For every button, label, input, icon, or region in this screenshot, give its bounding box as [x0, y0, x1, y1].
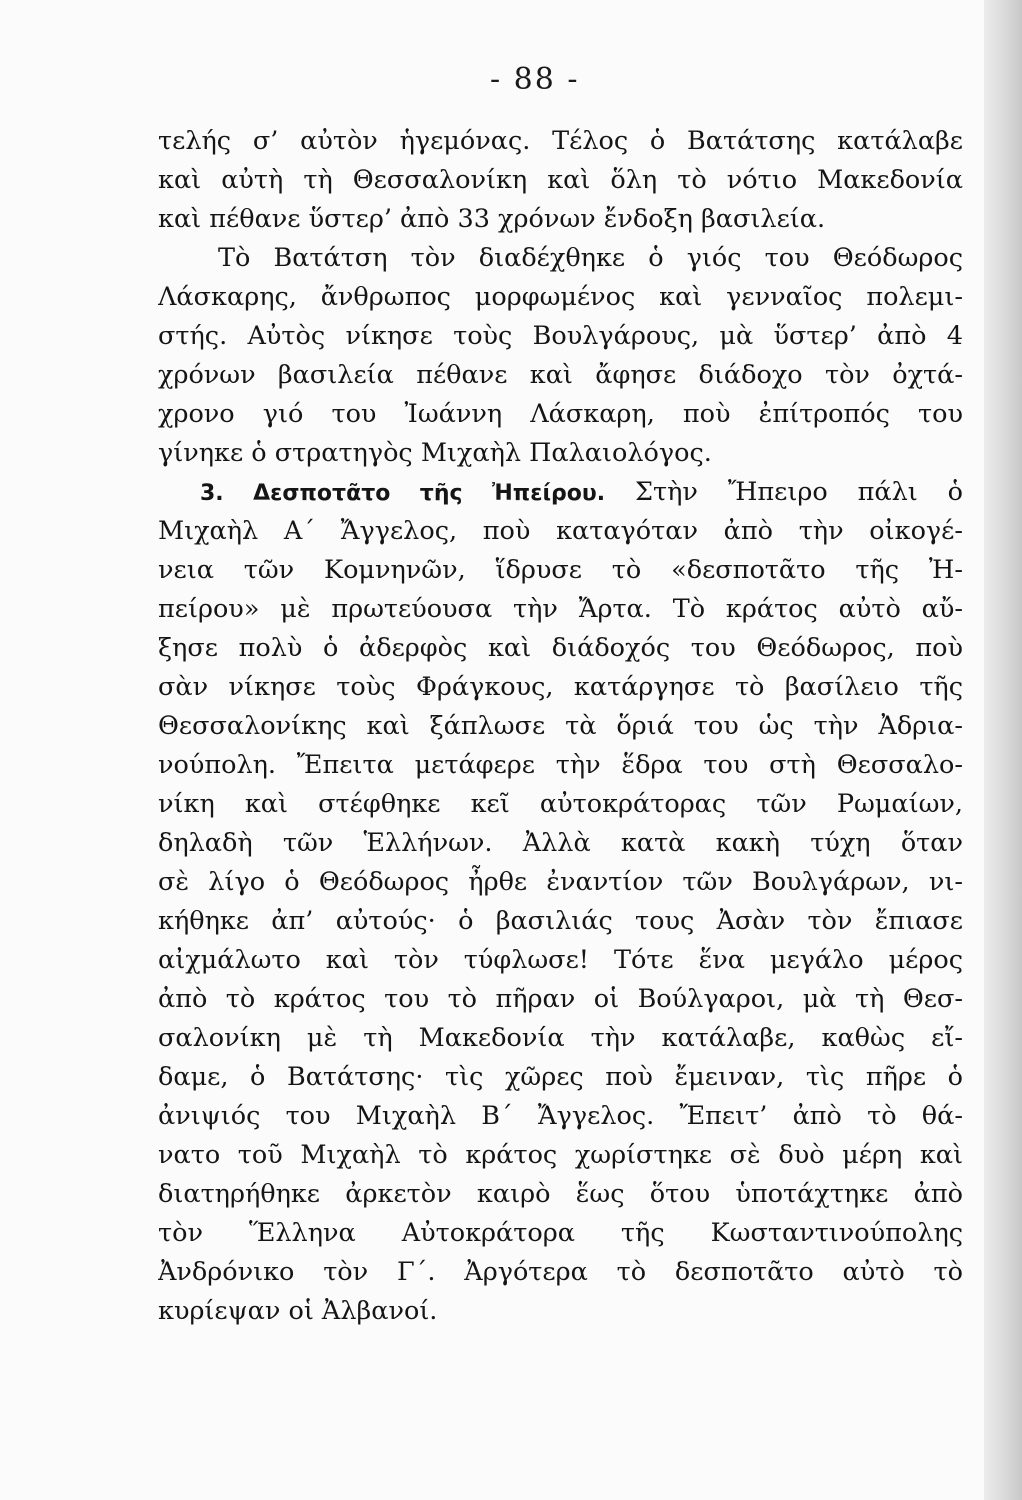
text-line: ξησε πολὺ ὁ ἀδερφὸς καὶ διάδοχός του Θεόδωρος, ποὺ	[158, 633, 963, 663]
text-line: Θεσσαλονίκης καὶ ξάπλωσε τὰ ὅριά του ὡς τὴν Ἀδρια-	[158, 711, 963, 741]
text-line: σὲ λίγο ὁ Θεόδωρος ἦρθε ἐναντίον τῶν Βουλγάρων, νι-	[158, 867, 963, 897]
text-line: χρόνων βασιλεία πέθανε καὶ ἄφησε διάδοχο τὸν ὀχτά-	[158, 360, 963, 390]
page-number: - 88 -	[490, 62, 580, 97]
text-line: ἀνιψιός του Μιχαὴλ Β΄ Ἄγγελος. Ἔπειτ’ ἀπὸ τὸ θά-	[158, 1101, 963, 1131]
text-line: Ἀνδρόνικο τὸν Γ΄. Ἀργότερα τὸ δεσποτᾶτο αὐτὸ τὸ	[158, 1257, 963, 1287]
text-line: δηλαδὴ τῶν Ἑλλήνων. Ἀλλὰ κατὰ κακὴ τύχη ὅταν	[158, 828, 963, 858]
text-line: νούπολη. Ἔπειτα μετάφερε τὴν ἕδρα του στὴ Θεσσαλο-	[158, 750, 963, 780]
text-line: διατηρήθηκε ἀρκετὸν καιρὸ ἕως ὅτου ὑποτάχτηκε ἀπὸ	[158, 1179, 963, 1209]
text-line: αἰχμάλωτο καὶ τὸν τύφλωσε! Τότε ἕνα μεγάλο μέρος	[158, 945, 963, 975]
text-line: Τὸ Βατάτση τὸν διαδέχθηκε ὁ γιός του Θεόδωρος	[218, 243, 963, 273]
text-line: δαμε, ὁ Βατάτσης· τὶς χῶρες ποὺ ἔμειναν, τὶς πῆρε ὁ	[158, 1062, 963, 1092]
text-line: καὶ πέθανε ὕστερ’ ἀπὸ 33 χρόνων ἔνδοξη βασιλεία.	[158, 204, 826, 234]
body-text	[158, 122, 963, 1331]
text-line: νεια τῶν Κομνηνῶν, ἵδρυσε τὸ «δεσποτᾶτο τῆς Ἠ-	[158, 555, 963, 585]
section-heading: 3. Δεσποτᾶτο τῆς Ἠπείρου.	[200, 481, 606, 506]
text-line: στής. Αὐτὸς νίκησε τοὺς Βουλγάρους, μὰ ὕστερ’ ἀπὸ 4	[158, 321, 963, 351]
text-line: κυρίεψαν οἱ Ἀλβανοί.	[158, 1296, 438, 1326]
text-line: Μιχαὴλ Α΄ Ἄγγελος, ποὺ καταγόταν ἀπὸ τὴν οἰκογέ-	[158, 516, 963, 546]
text-line: χρονο γιό του Ἰωάννη Λάσκαρη, ποὺ ἐπίτροπός του	[158, 399, 963, 429]
text-line: ἀπὸ τὸ κράτος του τὸ πῆραν οἱ Βούλγαροι, μὰ τὴ Θεσ-	[158, 984, 963, 1014]
text-line: σὰν νίκησε τοὺς Φράγκους, κατάργησε τὸ βασίλειο τῆς	[158, 672, 963, 702]
text-line: πείρου» μὲ πρωτεύουσα τὴν Ἄρτα. Τὸ κράτος αὐτὸ αὔ-	[158, 594, 963, 624]
text-line: γίνηκε ὁ στρατηγὸς Μιχαὴλ Παλαιολόγος.	[158, 438, 712, 468]
text-line: σαλονίκη μὲ τὴ Μακεδονία τὴν κατάλαβε, καθὼς εἴ-	[158, 1023, 963, 1053]
text-line: Λάσκαρης, ἄνθρωπος μορφωμένος καὶ γενναῖος πολεμι-	[158, 282, 963, 312]
text-line: τὸν Ἕλληνα Αὐτοκράτορα τῆς Κωσταντινούπολης	[158, 1218, 963, 1248]
section-heading-line	[158, 473, 963, 512]
section-first-line-text: Στὴν Ἤπειρο πάλι ὁ	[635, 477, 963, 507]
text-line: τελής σ’ αὐτὸν ἡγεμόνας. Τέλος ὁ Βατάτσης κατάλαβε	[158, 126, 963, 156]
text-line: νίκη καὶ στέφθηκε κεῖ αὐτοκράτορας τῶν Ρωμαίων,	[158, 789, 963, 819]
text-line: κήθηκε ἀπ’ αὐτούς· ὁ βασιλιάς τους Ἀσὰν τὸν ἔπιασε	[158, 906, 963, 936]
text-line: καὶ αὐτὴ τὴ Θεσσαλονίκη καὶ ὅλη τὸ νότιο Μακεδονία	[158, 165, 963, 195]
page-edge-shadow	[984, 0, 1022, 1500]
text-line: νατο τοῦ Μιχαὴλ τὸ κράτος χωρίστηκε σὲ δυὸ μέρη καὶ	[158, 1140, 963, 1170]
